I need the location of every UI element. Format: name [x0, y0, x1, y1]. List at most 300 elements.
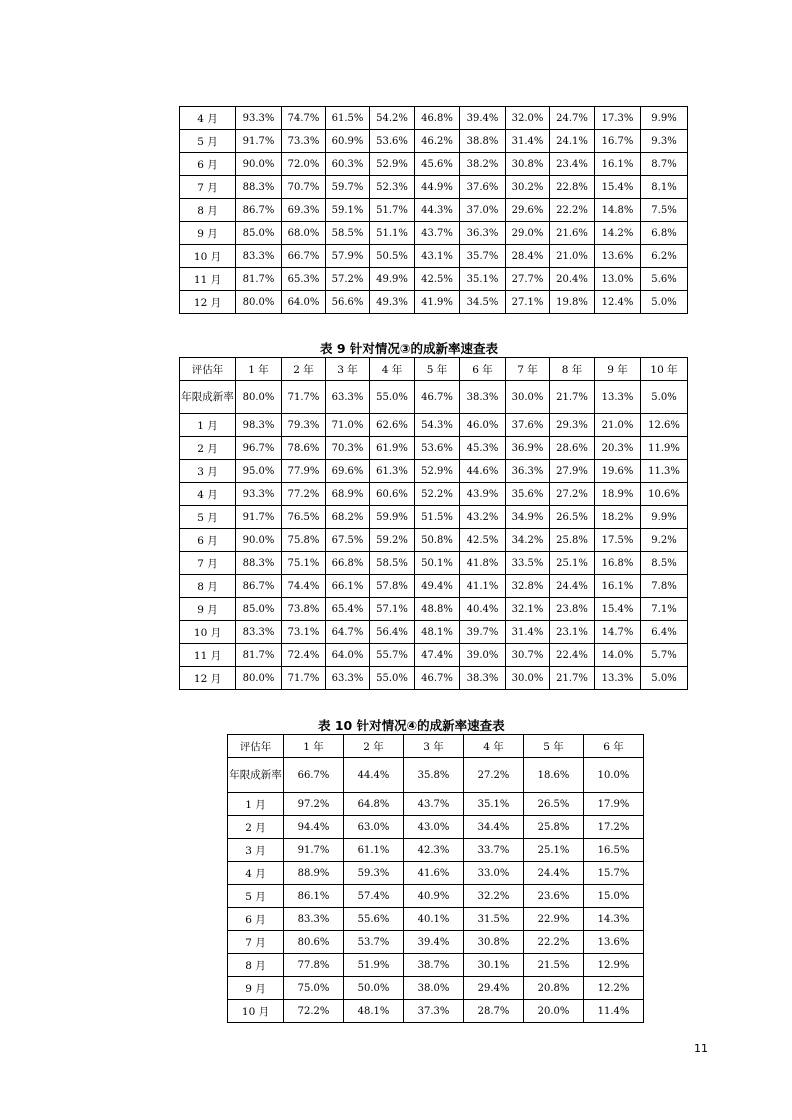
value-cell: 75.1% [282, 552, 326, 575]
value-cell: 91.7% [236, 506, 282, 529]
value-cell: 43.9% [460, 483, 506, 506]
value-cell: 17.3% [595, 107, 641, 130]
value-cell: 50.5% [370, 245, 415, 268]
value-cell: 40.4% [460, 598, 506, 621]
value-cell: 50.1% [415, 552, 460, 575]
value-cell: 38.3% [460, 667, 506, 690]
value-cell: 44.3% [415, 199, 460, 222]
value-cell: 13.3% [595, 381, 641, 414]
value-cell: 29.4% [464, 977, 524, 1000]
value-cell: 41.1% [460, 575, 506, 598]
value-cell: 70.3% [326, 437, 370, 460]
month-cell: 10 月 [180, 245, 236, 268]
value-cell: 8.5% [641, 552, 688, 575]
month-cell: 11 月 [180, 268, 236, 291]
month-cell: 8 月 [180, 199, 236, 222]
value-cell: 81.7% [236, 644, 282, 667]
value-cell: 65.4% [326, 598, 370, 621]
value-cell: 86.1% [284, 885, 344, 908]
value-cell: 32.8% [506, 575, 550, 598]
value-cell: 51.9% [344, 954, 404, 977]
value-cell: 85.0% [236, 222, 282, 245]
table-row [180, 245, 688, 268]
table-row [180, 598, 688, 621]
value-cell: 5.6% [641, 268, 688, 291]
value-cell: 66.1% [326, 575, 370, 598]
value-cell: 44.6% [460, 460, 506, 483]
value-cell: 21.5% [524, 954, 584, 977]
value-cell: 44.9% [415, 176, 460, 199]
value-cell: 35.1% [464, 793, 524, 816]
value-cell: 5.7% [641, 644, 688, 667]
value-cell: 81.7% [236, 268, 282, 291]
value-cell: 8.7% [641, 153, 688, 176]
value-cell: 29.0% [506, 222, 550, 245]
value-cell: 83.3% [236, 621, 282, 644]
value-cell: 90.0% [236, 153, 282, 176]
value-cell: 61.1% [344, 839, 404, 862]
header-cell: 5 年 [415, 358, 460, 381]
value-cell: 21.7% [550, 381, 595, 414]
value-cell: 25.8% [524, 816, 584, 839]
value-cell: 37.3% [404, 1000, 464, 1023]
value-cell: 45.3% [460, 437, 506, 460]
table-row [228, 908, 644, 931]
value-cell: 48.8% [415, 598, 460, 621]
value-cell: 17.5% [595, 529, 641, 552]
value-cell: 79.3% [282, 414, 326, 437]
value-cell: 65.3% [282, 268, 326, 291]
value-cell: 34.5% [460, 291, 506, 314]
value-cell: 28.6% [550, 437, 595, 460]
header-cell: 6 年 [460, 358, 506, 381]
value-cell: 16.5% [584, 839, 644, 862]
value-cell: 22.2% [524, 931, 584, 954]
value-cell: 75.0% [284, 977, 344, 1000]
value-cell: 86.7% [236, 199, 282, 222]
value-cell: 52.9% [415, 460, 460, 483]
value-cell: 14.8% [595, 199, 641, 222]
month-cell: 9 月 [180, 598, 236, 621]
value-cell: 51.5% [415, 506, 460, 529]
table-8-continuation [179, 106, 688, 314]
value-cell: 93.3% [236, 107, 282, 130]
value-cell: 41.9% [415, 291, 460, 314]
table-row [180, 644, 688, 667]
value-cell: 22.9% [524, 908, 584, 931]
value-cell: 91.7% [284, 839, 344, 862]
value-cell: 96.7% [236, 437, 282, 460]
value-cell: 95.0% [236, 460, 282, 483]
value-cell: 57.4% [344, 885, 404, 908]
value-cell: 22.2% [550, 199, 595, 222]
value-cell: 42.5% [460, 529, 506, 552]
value-cell: 20.3% [595, 437, 641, 460]
month-cell: 4 月 [180, 107, 236, 130]
value-cell: 6.4% [641, 621, 688, 644]
header-cell: 7 年 [506, 358, 550, 381]
value-cell: 28.7% [464, 1000, 524, 1023]
value-cell: 25.1% [550, 552, 595, 575]
value-cell: 63.0% [344, 816, 404, 839]
value-cell: 25.8% [550, 529, 595, 552]
value-cell: 93.3% [236, 483, 282, 506]
value-cell: 48.1% [415, 621, 460, 644]
value-cell: 80.0% [236, 291, 282, 314]
value-cell: 44.4% [344, 758, 404, 793]
value-cell: 11.4% [584, 1000, 644, 1023]
value-cell: 66.8% [326, 552, 370, 575]
value-cell: 39.4% [460, 107, 506, 130]
header-cell: 1 年 [284, 735, 344, 758]
value-cell: 31.4% [506, 621, 550, 644]
month-cell: 7 月 [228, 931, 284, 954]
value-cell: 14.3% [584, 908, 644, 931]
value-cell: 39.4% [404, 931, 464, 954]
value-cell: 16.7% [595, 130, 641, 153]
value-cell: 18.6% [524, 758, 584, 793]
header-cell: 4 年 [464, 735, 524, 758]
header-cell: 评估年 [228, 735, 284, 758]
value-cell: 16.1% [595, 153, 641, 176]
value-cell: 19.6% [595, 460, 641, 483]
value-cell: 54.2% [370, 107, 415, 130]
value-cell: 90.0% [236, 529, 282, 552]
value-cell: 36.3% [506, 460, 550, 483]
value-cell: 9.3% [641, 130, 688, 153]
value-cell: 10.6% [641, 483, 688, 506]
value-cell: 21.0% [550, 245, 595, 268]
table-row [180, 552, 688, 575]
value-cell: 16.8% [595, 552, 641, 575]
value-cell: 12.9% [584, 954, 644, 977]
value-cell: 52.2% [415, 483, 460, 506]
value-cell: 46.7% [415, 667, 460, 690]
value-cell: 38.3% [460, 381, 506, 414]
header-cell: 1 年 [236, 358, 282, 381]
value-cell: 9.2% [641, 529, 688, 552]
value-cell: 57.2% [326, 268, 370, 291]
month-cell: 1 月 [180, 414, 236, 437]
value-cell: 7.8% [641, 575, 688, 598]
value-cell: 32.0% [506, 107, 550, 130]
value-cell: 5.0% [641, 667, 688, 690]
month-cell: 7 月 [180, 552, 236, 575]
value-cell: 51.7% [370, 199, 415, 222]
value-cell: 38.2% [460, 153, 506, 176]
value-cell: 13.6% [584, 931, 644, 954]
month-cell: 10 月 [180, 621, 236, 644]
value-cell: 83.3% [236, 245, 282, 268]
value-cell: 52.9% [370, 153, 415, 176]
value-cell: 69.6% [326, 460, 370, 483]
value-cell: 15.4% [595, 176, 641, 199]
value-cell: 55.7% [370, 644, 415, 667]
value-cell: 72.4% [282, 644, 326, 667]
table-row [228, 885, 644, 908]
value-cell: 64.0% [282, 291, 326, 314]
value-cell: 80.0% [236, 381, 282, 414]
month-cell: 3 月 [228, 839, 284, 862]
value-cell: 37.6% [460, 176, 506, 199]
value-cell: 30.1% [464, 954, 524, 977]
value-cell: 46.2% [415, 130, 460, 153]
table-row [180, 437, 688, 460]
value-cell: 50.8% [415, 529, 460, 552]
value-cell: 15.0% [584, 885, 644, 908]
value-cell: 86.7% [236, 575, 282, 598]
header-cell: 3 年 [326, 358, 370, 381]
table-row [228, 839, 644, 862]
table-row [180, 107, 688, 130]
value-cell: 38.8% [460, 130, 506, 153]
value-cell: 30.2% [506, 176, 550, 199]
value-cell: 72.0% [282, 153, 326, 176]
value-cell: 21.7% [550, 667, 595, 690]
header-cell: 评估年 [180, 358, 236, 381]
value-cell: 27.1% [506, 291, 550, 314]
table-row [180, 667, 688, 690]
value-cell: 98.3% [236, 414, 282, 437]
value-cell: 74.7% [282, 107, 326, 130]
value-cell: 27.2% [464, 758, 524, 793]
value-cell: 30.0% [506, 667, 550, 690]
header-cell: 9 年 [595, 358, 641, 381]
value-cell: 55.0% [370, 667, 415, 690]
value-cell: 36.9% [506, 437, 550, 460]
table-row [228, 816, 644, 839]
table-row [180, 460, 688, 483]
month-cell: 11 月 [180, 644, 236, 667]
value-cell: 5.0% [641, 291, 688, 314]
value-cell: 63.3% [326, 667, 370, 690]
value-cell: 15.7% [584, 862, 644, 885]
value-cell: 16.1% [595, 575, 641, 598]
value-cell: 27.2% [550, 483, 595, 506]
value-cell: 40.1% [404, 908, 464, 931]
month-cell: 4 月 [228, 862, 284, 885]
table-row [180, 130, 688, 153]
table-10-caption: 表 10 针对情况④的成新率速查表 [318, 718, 505, 733]
month-cell: 2 月 [180, 437, 236, 460]
table-row [180, 506, 688, 529]
value-cell: 42.5% [415, 268, 460, 291]
month-cell: 6 月 [228, 908, 284, 931]
value-cell: 88.3% [236, 552, 282, 575]
value-cell: 41.6% [404, 862, 464, 885]
value-cell: 61.5% [326, 107, 370, 130]
month-cell: 9 月 [180, 222, 236, 245]
value-cell: 7.5% [641, 199, 688, 222]
month-cell: 7 月 [180, 176, 236, 199]
value-cell: 37.0% [460, 199, 506, 222]
value-cell: 57.1% [370, 598, 415, 621]
value-cell: 57.8% [370, 575, 415, 598]
table-row [180, 414, 688, 437]
value-cell: 7.1% [641, 598, 688, 621]
value-cell: 52.3% [370, 176, 415, 199]
value-cell: 66.7% [282, 245, 326, 268]
value-cell: 75.8% [282, 529, 326, 552]
value-cell: 73.1% [282, 621, 326, 644]
value-cell: 43.7% [415, 222, 460, 245]
table-row [180, 483, 688, 506]
value-cell: 5.0% [641, 381, 688, 414]
value-cell: 57.9% [326, 245, 370, 268]
value-cell: 97.2% [284, 793, 344, 816]
month-cell: 5 月 [228, 885, 284, 908]
value-cell: 23.8% [550, 598, 595, 621]
value-cell: 49.9% [370, 268, 415, 291]
value-cell: 24.4% [524, 862, 584, 885]
value-cell: 80.0% [236, 667, 282, 690]
value-cell: 53.6% [415, 437, 460, 460]
value-cell: 64.8% [344, 793, 404, 816]
value-cell: 33.5% [506, 552, 550, 575]
value-cell: 38.0% [404, 977, 464, 1000]
value-cell: 9.9% [641, 506, 688, 529]
value-cell: 17.9% [584, 793, 644, 816]
value-cell: 14.7% [595, 621, 641, 644]
value-cell: 46.0% [460, 414, 506, 437]
month-cell: 6 月 [180, 529, 236, 552]
value-cell: 29.3% [550, 414, 595, 437]
month-cell: 12 月 [180, 291, 236, 314]
value-cell: 39.7% [460, 621, 506, 644]
value-cell: 15.4% [595, 598, 641, 621]
value-cell: 18.2% [595, 506, 641, 529]
value-cell: 43.7% [404, 793, 464, 816]
month-cell: 10 月 [228, 1000, 284, 1023]
value-cell: 19.8% [550, 291, 595, 314]
value-cell: 21.6% [550, 222, 595, 245]
value-cell: 60.3% [326, 153, 370, 176]
value-cell: 94.4% [284, 816, 344, 839]
value-cell: 59.9% [370, 506, 415, 529]
value-cell: 18.9% [595, 483, 641, 506]
value-cell: 62.6% [370, 414, 415, 437]
value-cell: 20.0% [524, 1000, 584, 1023]
value-cell: 80.6% [284, 931, 344, 954]
table-row [228, 862, 644, 885]
page-number: 11 [694, 1042, 708, 1055]
table-row [228, 1000, 644, 1023]
value-cell: 34.2% [506, 529, 550, 552]
header-cell: 4 年 [370, 358, 415, 381]
value-cell: 29.6% [506, 199, 550, 222]
value-cell: 55.0% [370, 381, 415, 414]
month-cell: 8 月 [180, 575, 236, 598]
value-cell: 91.7% [236, 130, 282, 153]
value-cell: 72.2% [284, 1000, 344, 1023]
value-cell: 43.2% [460, 506, 506, 529]
value-cell: 50.0% [344, 977, 404, 1000]
value-cell: 22.4% [550, 644, 595, 667]
value-cell: 20.4% [550, 268, 595, 291]
table-row [180, 291, 688, 314]
value-cell: 24.1% [550, 130, 595, 153]
value-cell: 13.3% [595, 667, 641, 690]
value-cell: 64.0% [326, 644, 370, 667]
value-cell: 77.9% [282, 460, 326, 483]
value-cell: 60.9% [326, 130, 370, 153]
value-cell: 68.0% [282, 222, 326, 245]
value-cell: 49.3% [370, 291, 415, 314]
value-cell: 69.3% [282, 199, 326, 222]
value-cell: 14.2% [595, 222, 641, 245]
value-cell: 55.6% [344, 908, 404, 931]
rate-label-cell: 年限成新率 [180, 381, 236, 414]
value-cell: 61.9% [370, 437, 415, 460]
table-row [228, 977, 644, 1000]
value-cell: 59.1% [326, 199, 370, 222]
value-cell: 27.7% [506, 268, 550, 291]
table-row [180, 199, 688, 222]
header-cell: 2 年 [344, 735, 404, 758]
value-cell: 56.4% [370, 621, 415, 644]
month-cell: 8 月 [228, 954, 284, 977]
value-cell: 33.7% [464, 839, 524, 862]
value-cell: 40.9% [404, 885, 464, 908]
value-cell: 12.6% [641, 414, 688, 437]
value-cell: 30.8% [506, 153, 550, 176]
value-cell: 51.1% [370, 222, 415, 245]
month-cell: 2 月 [228, 816, 284, 839]
value-cell: 30.8% [464, 931, 524, 954]
value-cell: 78.6% [282, 437, 326, 460]
header-cell: 3 年 [404, 735, 464, 758]
value-cell: 85.0% [236, 598, 282, 621]
month-cell: 5 月 [180, 130, 236, 153]
value-cell: 23.6% [524, 885, 584, 908]
value-cell: 63.3% [326, 381, 370, 414]
value-cell: 8.1% [641, 176, 688, 199]
value-cell: 77.8% [284, 954, 344, 977]
value-cell: 14.0% [595, 644, 641, 667]
value-cell: 36.3% [460, 222, 506, 245]
value-cell: 12.2% [584, 977, 644, 1000]
table-row [180, 621, 688, 644]
value-cell: 53.7% [344, 931, 404, 954]
value-cell: 42.3% [404, 839, 464, 862]
header-cell: 5 年 [524, 735, 584, 758]
table-row [180, 153, 688, 176]
table-row [180, 575, 688, 598]
value-cell: 59.3% [344, 862, 404, 885]
value-cell: 24.4% [550, 575, 595, 598]
value-cell: 13.6% [595, 245, 641, 268]
value-cell: 46.7% [415, 381, 460, 414]
value-cell: 35.8% [404, 758, 464, 793]
month-cell: 12 月 [180, 667, 236, 690]
value-cell: 28.4% [506, 245, 550, 268]
value-cell: 20.8% [524, 977, 584, 1000]
value-cell: 45.6% [415, 153, 460, 176]
value-cell: 43.1% [415, 245, 460, 268]
value-cell: 49.4% [415, 575, 460, 598]
rate-label-cell: 年限成新率 [228, 758, 284, 793]
value-cell: 76.5% [282, 506, 326, 529]
value-cell: 12.4% [595, 291, 641, 314]
value-cell: 6.8% [641, 222, 688, 245]
value-cell: 53.6% [370, 130, 415, 153]
value-cell: 34.9% [506, 506, 550, 529]
table-9 [179, 357, 688, 690]
value-cell: 32.2% [464, 885, 524, 908]
month-cell: 6 月 [180, 153, 236, 176]
month-cell: 4 月 [180, 483, 236, 506]
header-row [180, 358, 688, 381]
